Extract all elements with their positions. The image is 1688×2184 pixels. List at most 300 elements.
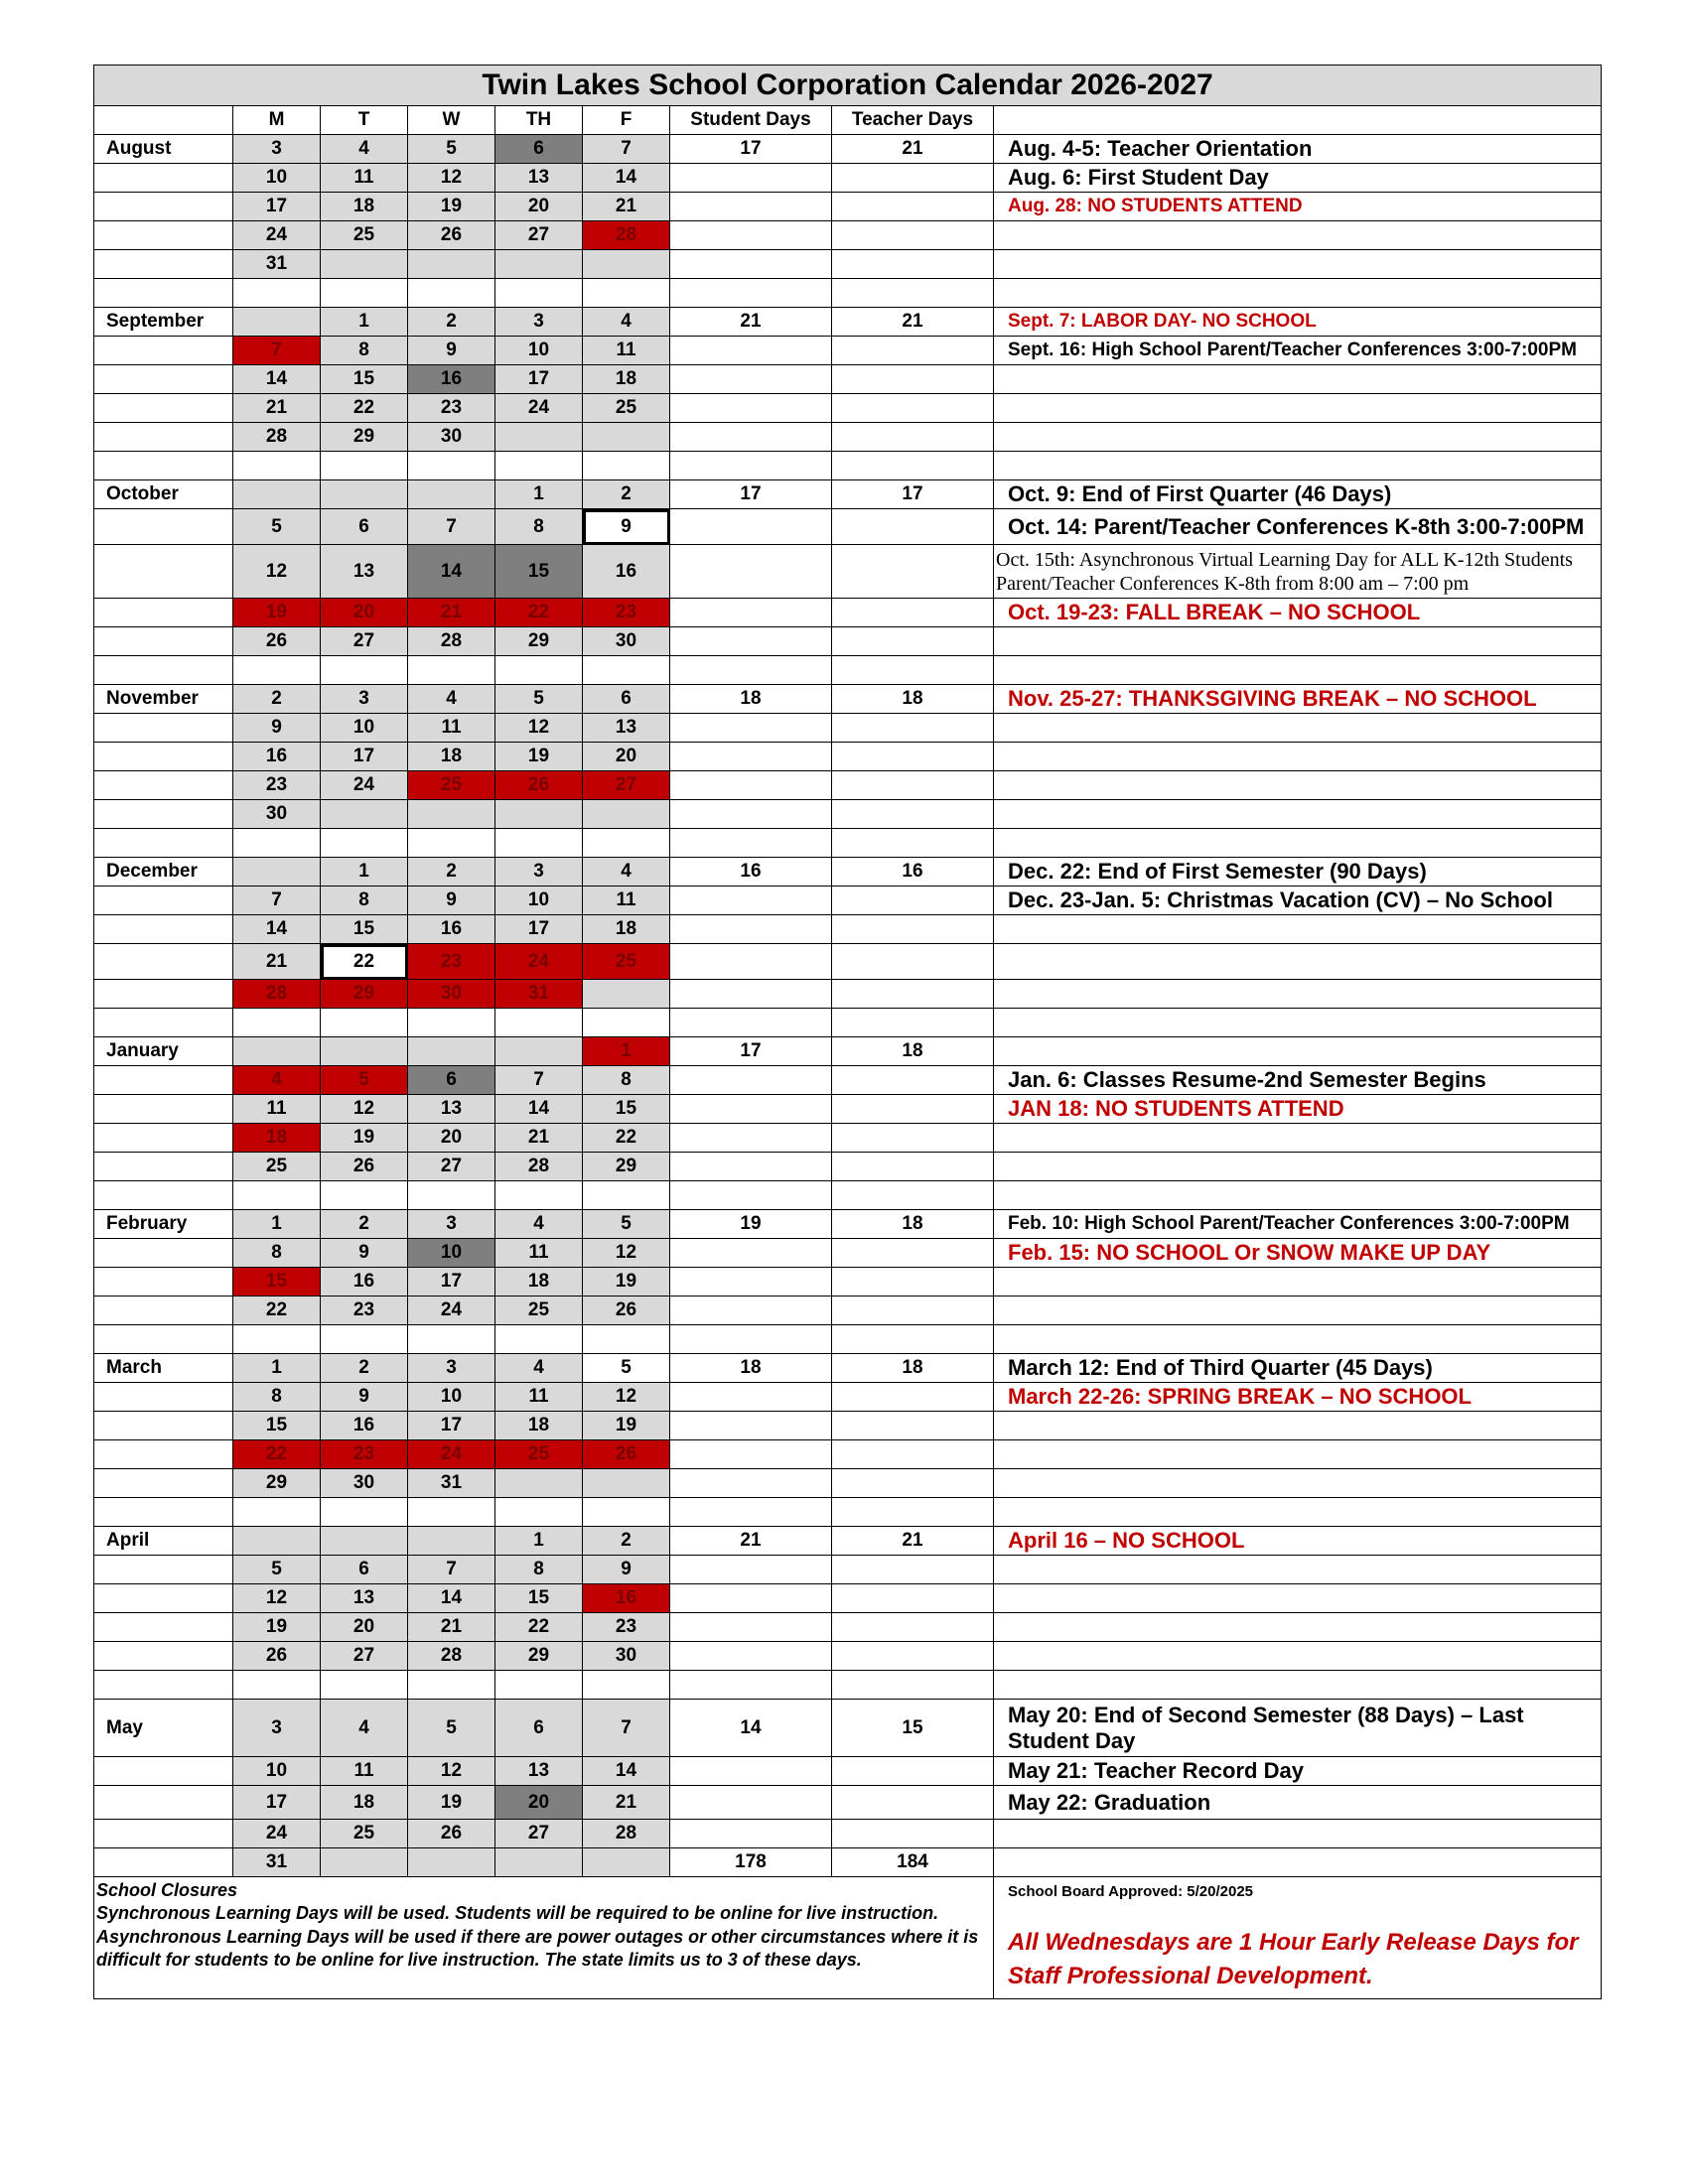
day-cell: 7 [233,337,321,365]
event-note: April 16 – NO SCHOOL [994,1527,1602,1556]
note-cell [994,980,1602,1009]
month-cell [94,193,233,221]
empty-day-cell [583,1848,670,1877]
month-cell [94,980,233,1009]
day-cell: 31 [495,980,583,1009]
day-cell: 31 [233,1848,321,1877]
spacer-cell [94,1181,233,1210]
day-cell: 29 [321,423,408,452]
week-row [94,1297,1602,1325]
empty-day-cell [408,480,495,509]
event-note: May 21: Teacher Record Day [994,1757,1602,1786]
day-cell: 5 [583,1354,670,1383]
day-cell: 9 [408,337,495,365]
student-days-count: 16 [670,858,832,887]
student-days-cell [670,1469,832,1498]
month-cell [94,743,233,771]
teacher-days-cell [832,627,994,656]
teacher-days-count: 21 [832,1527,994,1556]
day-cell: 4 [408,685,495,714]
day-cell: 10 [233,164,321,193]
week-row [94,394,1602,423]
teacher-days-cell [832,1786,994,1820]
day-cell: 30 [583,627,670,656]
event-note: Feb. 10: High School Parent/Teacher Conferences 3:00-7:00PM [994,1210,1602,1239]
day-cell: 26 [233,627,321,656]
day-cell: 20 [583,743,670,771]
week-row [94,858,1602,887]
day-cell: 6 [321,509,408,545]
student-days-cell [670,1757,832,1786]
day-cell: 12 [495,714,583,743]
day-cell: 19 [583,1412,670,1440]
event-note: Feb. 15: NO SCHOOL Or SNOW MAKE UP DAY [994,1239,1602,1268]
day-cell: 18 [321,193,408,221]
student-days-count: 18 [670,685,832,714]
week-row [94,980,1602,1009]
spacer-cell [832,1325,994,1354]
month-cell [94,800,233,829]
day-cell: 15 [321,365,408,394]
spacer-cell [321,829,408,858]
spacer-cell [233,1009,321,1037]
week-row [94,509,1602,545]
event-note: Oct. 19-23: FALL BREAK – NO SCHOOL [994,599,1602,627]
week-row [94,193,1602,221]
day-cell: 9 [583,509,670,545]
note-cell [994,1124,1602,1153]
day-cell: 24 [321,771,408,800]
month-cell [94,1297,233,1325]
note-cell [994,714,1602,743]
day-cell: 22 [321,944,408,980]
empty-day-cell [408,250,495,279]
week-row [94,1383,1602,1412]
day-cell: 21 [583,1786,670,1820]
day-cell: 18 [233,1124,321,1153]
spacer-row [94,656,1602,685]
note-cell [994,1642,1602,1671]
month-cell [94,1584,233,1613]
student-days-cell [670,545,832,599]
day-cell: 22 [495,599,583,627]
day-cell: 8 [233,1239,321,1268]
event-note: May 22: Graduation [994,1786,1602,1820]
month-label: January [94,1037,233,1066]
spacer-cell [94,1325,233,1354]
day-cell: 14 [583,164,670,193]
day-cell: 30 [408,423,495,452]
day-cell: 10 [495,337,583,365]
empty-day-cell [321,1527,408,1556]
day-cell: 15 [321,915,408,944]
week-row [94,714,1602,743]
day-cell: 23 [233,771,321,800]
week-row [94,480,1602,509]
day-cell: 10 [233,1757,321,1786]
calendar-title: Twin Lakes School Corporation Calendar 2026-2027 [94,66,1602,106]
day-cell: 9 [321,1383,408,1412]
day-cell: 13 [321,1584,408,1613]
day-cell: 4 [321,1700,408,1757]
note-cell [994,771,1602,800]
month-cell [94,887,233,915]
teacher-days-cell [832,1556,994,1584]
empty-day-cell [233,1037,321,1066]
day-cell: 4 [321,135,408,164]
day-cell: 1 [321,308,408,337]
spacer-cell [832,1009,994,1037]
note-cell [994,1268,1602,1297]
student-days-cell [670,743,832,771]
day-cell: 20 [321,1613,408,1642]
week-row [94,1412,1602,1440]
spacer-cell [832,1181,994,1210]
teacher-days-count: 18 [832,1354,994,1383]
empty-day-cell [233,480,321,509]
spacer-row [94,452,1602,480]
month-cell [94,365,233,394]
note-cell [994,1584,1602,1613]
student-days-cell [670,887,832,915]
day-cell: 28 [233,423,321,452]
teacher-days-cell [832,944,994,980]
spacer-cell [495,1181,583,1210]
day-cell: 3 [233,135,321,164]
day-cell: 15 [583,1095,670,1124]
empty-day-cell [233,1527,321,1556]
spacer-cell [583,1671,670,1700]
week-row [94,1700,1602,1757]
spacer-cell [994,279,1602,308]
day-cell: 23 [408,944,495,980]
day-cell: 4 [495,1354,583,1383]
day-cell: 8 [495,1556,583,1584]
empty-day-cell [321,1848,408,1877]
day-cell: 13 [495,164,583,193]
empty-day-cell [583,423,670,452]
teacher-days-cell [832,1153,994,1181]
spacer-cell [670,829,832,858]
month-cell [94,714,233,743]
empty-day-cell [583,800,670,829]
event-note: Aug. 28: NO STUDENTS ATTEND [994,193,1602,221]
teacher-days-cell [832,980,994,1009]
student-days-cell [670,1613,832,1642]
closures-asynchronous: Asynchronous Learning Days will be used if there are power outages or other circumstances where it is difficult for students to be online for live instruction. The state limits us to 3 of these days. [96,1926,979,1971]
day-cell: 25 [408,771,495,800]
week-row [94,743,1602,771]
day-cell: 14 [408,545,495,599]
spacer-cell [994,1181,1602,1210]
day-cell: 9 [233,714,321,743]
spacer-cell [832,656,994,685]
day-cell: 25 [321,221,408,250]
day-cell: 8 [583,1066,670,1095]
student-days-cell [670,627,832,656]
day-cell: 11 [495,1383,583,1412]
teacher-days-cell [832,1268,994,1297]
student-days-cell [670,1124,832,1153]
day-cell: 20 [495,1786,583,1820]
student-days-cell [670,423,832,452]
teacher-days-cell [832,1584,994,1613]
note-cell [994,1556,1602,1584]
student-days-cell [670,1095,832,1124]
weekday-header-row [94,106,1602,135]
week-row [94,800,1602,829]
spacer-cell [94,829,233,858]
day-cell: 3 [321,685,408,714]
spacer-cell [495,1009,583,1037]
day-cell: 25 [583,944,670,980]
day-cell: 11 [583,337,670,365]
teacher-days-cell [832,193,994,221]
empty-day-cell [233,308,321,337]
day-cell: 10 [321,714,408,743]
student-days-cell [670,1642,832,1671]
spacer-cell [233,1325,321,1354]
day-cell: 24 [233,221,321,250]
day-cell: 25 [495,1440,583,1469]
teacher-days-cell [832,1297,994,1325]
spacer-cell [321,656,408,685]
month-cell [94,771,233,800]
note-cell [994,221,1602,250]
day-cell: 23 [321,1440,408,1469]
spacer-cell [94,1671,233,1700]
week-row [94,1556,1602,1584]
day-cell: 24 [495,394,583,423]
teacher-days-total: 184 [832,1848,994,1877]
empty-day-cell [583,1469,670,1498]
empty-day-cell [408,1527,495,1556]
month-cell [94,915,233,944]
month-cell [94,423,233,452]
spacer-cell [583,656,670,685]
day-cell: 7 [583,1700,670,1757]
teacher-days-cell [832,250,994,279]
empty-day-cell [495,1037,583,1066]
spacer-cell [94,1009,233,1037]
week-row [94,1469,1602,1498]
day-cell: 18 [408,743,495,771]
day-cell: 19 [233,599,321,627]
spacer-cell [495,452,583,480]
day-cell: 6 [583,685,670,714]
day-cell: 3 [408,1210,495,1239]
spacer-cell [994,1498,1602,1527]
day-cell: 11 [495,1239,583,1268]
spacer-cell [832,1498,994,1527]
month-label: February [94,1210,233,1239]
day-cell: 12 [321,1095,408,1124]
student-days-count: 14 [670,1700,832,1757]
spacer-cell [321,1671,408,1700]
day-cell: 24 [233,1820,321,1848]
event-note: Aug. 6: First Student Day [994,164,1602,193]
student-days-cell [670,1066,832,1095]
teacher-days-cell [832,1613,994,1642]
day-cell: 1 [495,480,583,509]
day-cell: 30 [583,1642,670,1671]
month-cell [94,1383,233,1412]
day-cell: 2 [408,308,495,337]
day-cell: 29 [495,1642,583,1671]
week-row [94,627,1602,656]
day-cell: 11 [408,714,495,743]
event-note: Dec. 22: End of First Semester (90 Days) [994,858,1602,887]
student-days-cell [670,509,832,545]
day-cell: 23 [408,394,495,423]
teacher-days-cell [832,887,994,915]
student-days-count: 17 [670,1037,832,1066]
student-days-cell [670,714,832,743]
closures-synchronous: Synchronous Learning Days will be used. Students will be required to be online for live instruction. [96,1903,939,1924]
day-cell: 9 [583,1556,670,1584]
day-cell: 27 [495,1820,583,1848]
day-cell: 15 [495,1584,583,1613]
spacer-cell [321,279,408,308]
week-row [94,1066,1602,1095]
spacer-row [94,279,1602,308]
day-cell: 17 [233,193,321,221]
spacer-cell [321,1181,408,1210]
spacer-cell [583,829,670,858]
month-cell [94,1095,233,1124]
day-cell: 5 [321,1066,408,1095]
day-cell: 30 [233,800,321,829]
day-cell: 12 [583,1239,670,1268]
student-days-cell [670,164,832,193]
month-label: May [94,1700,233,1757]
spacer-cell [408,829,495,858]
student-days-cell [670,1820,832,1848]
event-note: Oct. 15th: Asynchronous Virtual Learning Day for ALL K-12th Students Parent/Teacher Conferences K-8th from 8:00 am – 7:00 pm [994,545,1602,599]
day-cell: 22 [233,1297,321,1325]
week-row [94,1613,1602,1642]
event-note: Sept. 16: High School Parent/Teacher Conferences 3:00-7:00PM [994,337,1602,365]
event-note: March 22-26: SPRING BREAK – NO SCHOOL [994,1383,1602,1412]
day-cell: 27 [408,1153,495,1181]
spacer-cell [94,452,233,480]
teacher-days-cell [832,337,994,365]
teacher-days-cell [832,365,994,394]
day-cell: 23 [583,1613,670,1642]
month-cell [94,1153,233,1181]
teacher-days-cell [832,1383,994,1412]
header-friday: F [583,106,670,135]
day-cell: 8 [233,1383,321,1412]
day-cell: 13 [321,545,408,599]
teacher-days-cell [832,1469,994,1498]
month-cell [94,545,233,599]
day-cell: 20 [408,1124,495,1153]
spacer-row [94,1181,1602,1210]
day-cell: 22 [233,1440,321,1469]
empty-day-cell [583,980,670,1009]
month-cell [94,1268,233,1297]
spacer-cell [94,279,233,308]
day-cell: 28 [408,627,495,656]
day-cell: 25 [321,1820,408,1848]
student-days-count: 19 [670,1210,832,1239]
empty-day-cell [583,250,670,279]
day-cell: 26 [321,1153,408,1181]
spacer-cell [233,1671,321,1700]
day-cell: 12 [408,164,495,193]
month-cell [94,394,233,423]
spacer-cell [670,279,832,308]
student-days-cell [670,800,832,829]
day-cell: 4 [495,1210,583,1239]
week-row [94,1268,1602,1297]
day-cell: 17 [408,1412,495,1440]
spacer-cell [408,1181,495,1210]
spacer-cell [832,829,994,858]
day-cell: 25 [233,1153,321,1181]
teacher-days-cell [832,1124,994,1153]
spacer-cell [233,829,321,858]
day-cell: 3 [408,1354,495,1383]
day-cell: 5 [233,509,321,545]
event-note: Oct. 9: End of First Quarter (46 Days) [994,480,1602,509]
teacher-days-cell [832,1440,994,1469]
day-cell: 13 [583,714,670,743]
spacer-cell [408,1325,495,1354]
day-cell: 19 [495,743,583,771]
spacer-cell [670,452,832,480]
week-row [94,308,1602,337]
spacer-cell [994,1325,1602,1354]
teacher-days-cell [832,509,994,545]
empty-day-cell [321,480,408,509]
student-days-count: 17 [670,135,832,164]
spacer-row [94,1498,1602,1527]
day-cell: 22 [583,1124,670,1153]
spacer-cell [583,1009,670,1037]
teacher-days-cell [832,800,994,829]
week-row [94,1642,1602,1671]
teacher-days-count: 16 [832,858,994,887]
empty-day-cell [321,800,408,829]
spacer-cell [408,656,495,685]
day-cell: 16 [321,1268,408,1297]
week-row [94,1124,1602,1153]
closures-title: School Closures [96,1880,238,1900]
student-days-cell [670,771,832,800]
week-row [94,944,1602,980]
day-cell: 7 [495,1066,583,1095]
day-cell: 29 [321,980,408,1009]
spacer-cell [233,279,321,308]
spacer-cell [832,1671,994,1700]
week-row [94,915,1602,944]
note-cell [994,365,1602,394]
student-days-cell [670,1412,832,1440]
school-closures-note [94,1877,994,1999]
header-student-days: Student Days [670,106,832,135]
month-cell [94,1556,233,1584]
spacer-cell [670,1498,832,1527]
month-cell [94,627,233,656]
week-row [94,599,1602,627]
student-days-cell [670,337,832,365]
day-cell: 8 [321,887,408,915]
spacer-cell [583,1181,670,1210]
week-row [94,1527,1602,1556]
week-row [94,1757,1602,1786]
